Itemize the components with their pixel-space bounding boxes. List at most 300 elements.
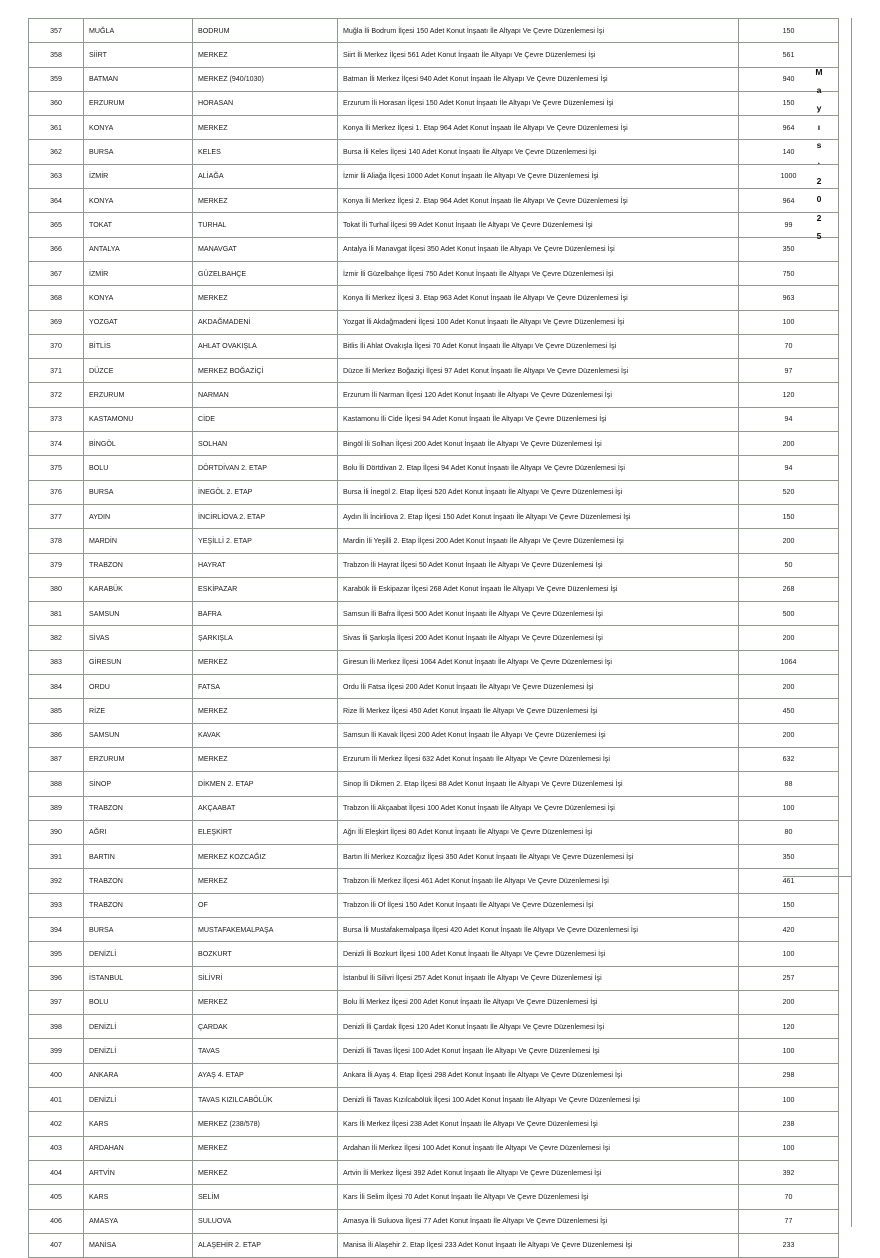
row-number: 400 (29, 1063, 84, 1087)
table-row (29, 359, 839, 383)
table-body (29, 19, 839, 1258)
table-row (29, 772, 839, 796)
project-description-cell: Batman İli Merkez İlçesi 940 Adet Konut İnşaatı İle Altyapı Ve Çevre Düzenlemesi İşi (338, 67, 739, 91)
housing-projects-table (28, 18, 839, 1258)
row-number: 389 (29, 796, 84, 820)
project-description-cell: Bitlis İli Ahlat Ovakışla İlçesi 70 Adet Konut İnşaatı İle Altyapı Ve Çevre Düzenlemesi İşi (338, 334, 739, 358)
project-description-cell: Ordu İli Fatsa İlçesi 200 Adet Konut İnşaatı İle Altyapı Ve Çevre Düzenlemesi İşi (338, 675, 739, 699)
row-number: 381 (29, 602, 84, 626)
table-row (29, 577, 839, 601)
province-cell: SİİRT (84, 43, 193, 67)
project-description-cell: Aydın İli İncirliova 2. Etap İlçesi 150 Adet Konut İnşaatı İle Altyapı Ve Çevre Düzenlemesi İşi (338, 504, 739, 528)
province-cell: BURSA (84, 480, 193, 504)
unit-count-cell: 200 (739, 990, 839, 1014)
province-cell: ORDU (84, 675, 193, 699)
row-number: 367 (29, 261, 84, 285)
table-row (29, 1039, 839, 1063)
district-cell: HAYRAT (193, 553, 338, 577)
district-cell: ESKİPAZAR (193, 577, 338, 601)
unit-count-cell: 150 (739, 91, 839, 115)
row-number: 377 (29, 504, 84, 528)
unit-count-cell: 750 (739, 261, 839, 285)
table-row (29, 1233, 839, 1257)
unit-count-cell: 350 (739, 845, 839, 869)
project-description-cell: Erzurum İli Narman İlçesi 120 Adet Konut İnşaatı İle Altyapı Ve Çevre Düzenlemesi İşi (338, 383, 739, 407)
table-row (29, 407, 839, 431)
unit-count-cell: 100 (739, 1088, 839, 1112)
project-description-cell: İzmir İli Aliağa İlçesi 1000 Adet Konut İnşaatı İle Altyapı Ve Çevre Düzenlemesi İşi (338, 164, 739, 188)
province-cell: AMASYA (84, 1209, 193, 1233)
district-cell: SİLİVRİ (193, 966, 338, 990)
district-cell: KELES (193, 140, 338, 164)
project-description-cell: İzmir İli Güzelbahçe İlçesi 750 Adet Konut İnşaatı İle Altyapı Ve Çevre Düzenlemesi İşi (338, 261, 739, 285)
unit-count-cell: 120 (739, 383, 839, 407)
district-cell: SOLHAN (193, 432, 338, 456)
table-row (29, 942, 839, 966)
province-cell: MANİSA (84, 1233, 193, 1257)
unit-count-cell: 461 (739, 869, 839, 893)
row-number: 390 (29, 820, 84, 844)
table-row (29, 747, 839, 771)
row-number: 393 (29, 893, 84, 917)
province-cell: DENİZLİ (84, 942, 193, 966)
row-number: 363 (29, 164, 84, 188)
project-description-cell: Erzurum İli Horasan İlçesi 150 Adet Konut İnşaatı İle Altyapı Ve Çevre Düzenlemesi İşi (338, 91, 739, 115)
province-cell: TRABZON (84, 869, 193, 893)
row-number: 368 (29, 286, 84, 310)
district-cell: TAVAS KIZILCABÖLÜK (193, 1088, 338, 1112)
province-cell: BATMAN (84, 67, 193, 91)
district-cell: SELİM (193, 1185, 338, 1209)
project-description-cell: Denizli İli Bozkurt İlçesi 100 Adet Konut İnşaatı İle Altyapı Ve Çevre Düzenlemesi İşi (338, 942, 739, 966)
row-number: 374 (29, 432, 84, 456)
row-number: 383 (29, 650, 84, 674)
table-row (29, 1063, 839, 1087)
province-cell: KASTAMONU (84, 407, 193, 431)
unit-count-cell: 94 (739, 407, 839, 431)
province-cell: ERZURUM (84, 383, 193, 407)
table-row (29, 1015, 839, 1039)
province-cell: DENİZLİ (84, 1039, 193, 1063)
district-cell: KAVAK (193, 723, 338, 747)
district-cell: MERKEZ (193, 1160, 338, 1184)
row-number: 405 (29, 1185, 84, 1209)
unit-count-cell: 150 (739, 504, 839, 528)
unit-count-cell: 94 (739, 456, 839, 480)
table-row (29, 310, 839, 334)
table-row (29, 91, 839, 115)
province-cell: BOLU (84, 990, 193, 1014)
unit-count-cell: 200 (739, 529, 839, 553)
province-cell: DENİZLİ (84, 1088, 193, 1112)
district-cell: İNCİRLİOVA 2. ETAP (193, 504, 338, 528)
district-cell: ŞARKIŞLA (193, 626, 338, 650)
unit-count-cell: 964 (739, 189, 839, 213)
table-row (29, 189, 839, 213)
province-cell: ERZURUM (84, 91, 193, 115)
project-description-cell: Ankara İli Ayaş 4. Etap İlçesi 298 Adet Konut İnşaatı İle Altyapı Ve Çevre Düzenlemesi İşi (338, 1063, 739, 1087)
unit-count-cell: 450 (739, 699, 839, 723)
province-cell: MUĞLA (84, 19, 193, 43)
table-row (29, 529, 839, 553)
project-description-cell: Bartın İli Merkez Kozcağız İlçesi 350 Adet Konut İnşaatı İle Altyapı Ve Çevre Düzenlemesi İşi (338, 845, 739, 869)
side-date-char: · (817, 157, 821, 168)
right-margin-horizontal-rule (783, 876, 852, 877)
province-cell: TOKAT (84, 213, 193, 237)
district-cell: MERKEZ (193, 990, 338, 1014)
province-cell: BİNGÖL (84, 432, 193, 456)
unit-count-cell: 100 (739, 1136, 839, 1160)
side-date-char: 5 (816, 230, 822, 241)
district-cell: NARMAN (193, 383, 338, 407)
table-row (29, 796, 839, 820)
row-number: 391 (29, 845, 84, 869)
project-description-cell: Artvin İli Merkez İlçesi 392 Adet Konut İnşaatı İle Altyapı Ve Çevre Düzenlemesi İşi (338, 1160, 739, 1184)
row-number: 369 (29, 310, 84, 334)
project-description-cell: Kars İli Selim İlçesi 70 Adet Konut İnşaatı İle Altyapı Ve Çevre Düzenlemesi İşi (338, 1185, 739, 1209)
district-cell: MERKEZ (193, 189, 338, 213)
table-row (29, 869, 839, 893)
side-date-char: 2 (816, 212, 822, 223)
district-cell: MERKEZ (238/578) (193, 1112, 338, 1136)
table-row (29, 675, 839, 699)
district-cell: MERKEZ (193, 699, 338, 723)
province-cell: ERZURUM (84, 747, 193, 771)
unit-count-cell: 100 (739, 796, 839, 820)
table-row (29, 966, 839, 990)
district-cell: MERKEZ (193, 43, 338, 67)
unit-count-cell: 100 (739, 1039, 839, 1063)
unit-count-cell: 97 (739, 359, 839, 383)
project-description-cell: Düzce İli Merkez Boğaziçi İlçesi 97 Adet Konut İnşaatı İle Altyapı Ve Çevre Düzenlemesi İşi (338, 359, 739, 383)
project-description-cell: Ardahan İli Merkez İlçesi 100 Adet Konut İnşaatı İle Altyapı Ve Çevre Düzenlemesi İşi (338, 1136, 739, 1160)
district-cell: MUSTAFAKEMALPAŞA (193, 917, 338, 941)
district-cell: MERKEZ BOĞAZİÇİ (193, 359, 338, 383)
unit-count-cell: 80 (739, 820, 839, 844)
district-cell: MERKEZ KOZCAĞIZ (193, 845, 338, 869)
district-cell: AHLAT OVAKIŞLA (193, 334, 338, 358)
district-cell: MERKEZ (193, 116, 338, 140)
project-description-cell: Mardin İli Yeşilli 2. Etap İlçesi 200 Adet Konut İnşaatı İle Altyapı Ve Çevre Düzenlemesi İşi (338, 529, 739, 553)
district-cell: MERKEZ (193, 1136, 338, 1160)
row-number: 406 (29, 1209, 84, 1233)
province-cell: TRABZON (84, 553, 193, 577)
right-margin-vertical-rule (851, 18, 852, 1227)
unit-count-cell: 420 (739, 917, 839, 941)
project-description-cell: Kastamonu İli Cide İlçesi 94 Adet Konut İnşaatı İle Altyapı Ve Çevre Düzenlemesi İşi (338, 407, 739, 431)
unit-count-cell: 100 (739, 942, 839, 966)
project-description-cell: Bursa İli Keles İlçesi 140 Adet Konut İnşaatı İle Altyapı Ve Çevre Düzenlemesi İşi (338, 140, 739, 164)
district-cell: AKDAĞMADENİ (193, 310, 338, 334)
province-cell: SİVAS (84, 626, 193, 650)
project-description-cell: Samsun İli Bafra İlçesi 500 Adet Konut İnşaatı İle Altyapı Ve Çevre Düzenlemesi İşi (338, 602, 739, 626)
unit-count-cell: 88 (739, 772, 839, 796)
table-row (29, 1160, 839, 1184)
row-number: 365 (29, 213, 84, 237)
province-cell: TRABZON (84, 796, 193, 820)
table-row (29, 383, 839, 407)
district-cell: SULUOVA (193, 1209, 338, 1233)
district-cell: OF (193, 893, 338, 917)
project-description-cell: İstanbul İli Silivri İlçesi 257 Adet Konut İnşaatı İle Altyapı Ve Çevre Düzenlemesi İşi (338, 966, 739, 990)
district-cell: BAFRA (193, 602, 338, 626)
side-date-char: s (816, 139, 822, 150)
table-row (29, 626, 839, 650)
project-description-cell: Sivas İli Şarkışla İlçesi 200 Adet Konut İnşaatı İle Altyapı Ve Çevre Düzenlemesi İşi (338, 626, 739, 650)
row-number: 382 (29, 626, 84, 650)
project-description-cell: Yozgat İli Akdağmadeni İlçesi 100 Adet Konut İnşaatı İle Altyapı Ve Çevre Düzenlemesi İşi (338, 310, 739, 334)
project-description-cell: Manisa İli Alaşehir 2. Etap İlçesi 233 Adet Konut İnşaatı İle Altyapı Ve Çevre Düzenlemesi İşi (338, 1233, 739, 1257)
unit-count-cell: 268 (739, 577, 839, 601)
project-description-cell: Trabzon İli Akçaabat İlçesi 100 Adet Konut İnşaatı İle Altyapı Ve Çevre Düzenlemesi İşi (338, 796, 739, 820)
province-cell: DENİZLİ (84, 1015, 193, 1039)
table-row (29, 67, 839, 91)
province-cell: İZMİR (84, 164, 193, 188)
row-number: 397 (29, 990, 84, 1014)
unit-count-cell: 150 (739, 893, 839, 917)
district-cell: AKÇAABAT (193, 796, 338, 820)
province-cell: DÜZCE (84, 359, 193, 383)
table-row (29, 432, 839, 456)
table-row (29, 213, 839, 237)
row-number: 372 (29, 383, 84, 407)
side-date-char: M (815, 67, 823, 77)
project-description-cell: Antalya İli Manavgat İlçesi 350 Adet Konut İnşaatı İle Altyapı Ve Çevre Düzenlemesi İşi (338, 237, 739, 261)
unit-count-cell: 100 (739, 310, 839, 334)
table-row (29, 1209, 839, 1233)
district-cell: MERKEZ (193, 286, 338, 310)
row-number: 407 (29, 1233, 84, 1257)
district-cell: MANAVGAT (193, 237, 338, 261)
row-number: 388 (29, 772, 84, 796)
row-number: 387 (29, 747, 84, 771)
table-row (29, 990, 839, 1014)
project-description-cell: Sinop İli Dikmen 2. Etap İlçesi 88 Adet Konut İnşaatı İle Altyapı Ve Çevre Düzenlemesi İşi (338, 772, 739, 796)
unit-count-cell: 200 (739, 675, 839, 699)
province-cell: BOLU (84, 456, 193, 480)
table-row (29, 1136, 839, 1160)
table-row (29, 140, 839, 164)
district-cell: MERKEZ (193, 747, 338, 771)
district-cell: MERKEZ (940/1030) (193, 67, 338, 91)
row-number: 402 (29, 1112, 84, 1136)
district-cell: HORASAN (193, 91, 338, 115)
unit-count-cell: 1000 (739, 164, 839, 188)
unit-count-cell: 964 (739, 116, 839, 140)
project-description-cell: Rize İli Merkez İlçesi 450 Adet Konut İnşaatı İle Altyapı Ve Çevre Düzenlemesi İşi (338, 699, 739, 723)
province-cell: KONYA (84, 286, 193, 310)
table-row (29, 480, 839, 504)
province-cell: AĞRI (84, 820, 193, 844)
project-description-cell: Giresun İli Merkez İlçesi 1064 Adet Konut İnşaatı İle Altyapı Ve Çevre Düzenlemesi İşi (338, 650, 739, 674)
unit-count-cell: 99 (739, 213, 839, 237)
province-cell: ARTVİN (84, 1160, 193, 1184)
district-cell: İNEGÖL 2. ETAP (193, 480, 338, 504)
district-cell: ÇARDAK (193, 1015, 338, 1039)
row-number: 392 (29, 869, 84, 893)
district-cell: GÜZELBAHÇE (193, 261, 338, 285)
table-row (29, 699, 839, 723)
project-description-cell: Bolu İli Merkez İlçesi 200 Adet Konut İnşaatı İle Altyapı Ve Çevre Düzenlemesi İşi (338, 990, 739, 1014)
project-description-cell: Trabzon İli Hayrat İlçesi 50 Adet Konut İnşaatı İle Altyapı Ve Çevre Düzenlemesi İşi (338, 553, 739, 577)
project-description-cell: Karabük İli Eskipazar İlçesi 268 Adet Konut İnşaatı İle Altyapı Ve Çevre Düzenlemesi İşi (338, 577, 739, 601)
district-cell: AYAŞ 4. ETAP (193, 1063, 338, 1087)
unit-count-cell: 233 (739, 1233, 839, 1257)
table-row (29, 553, 839, 577)
district-cell: ALAŞEHİR 2. ETAP (193, 1233, 338, 1257)
unit-count-cell: 200 (739, 432, 839, 456)
district-cell: BODRUM (193, 19, 338, 43)
unit-count-cell: 200 (739, 723, 839, 747)
province-cell: ARDAHAN (84, 1136, 193, 1160)
side-date-char: 2 (816, 176, 822, 187)
row-number: 401 (29, 1088, 84, 1112)
row-number: 373 (29, 407, 84, 431)
district-cell: ALİAĞA (193, 164, 338, 188)
unit-count-cell: 298 (739, 1063, 839, 1087)
province-cell: AYDIN (84, 504, 193, 528)
district-cell: FATSA (193, 675, 338, 699)
province-cell: KARABÜK (84, 577, 193, 601)
project-description-cell: Samsun İli Kavak İlçesi 200 Adet Konut İnşaatı İle Altyapı Ve Çevre Düzenlemesi İşi (338, 723, 739, 747)
unit-count-cell: 50 (739, 553, 839, 577)
project-description-cell: Erzurum İli Merkez İlçesi 632 Adet Konut İnşaatı İle Altyapı Ve Çevre Düzenlemesi İşi (338, 747, 739, 771)
unit-count-cell: 520 (739, 480, 839, 504)
district-cell: TURHAL (193, 213, 338, 237)
table-row (29, 116, 839, 140)
province-cell: BURSA (84, 140, 193, 164)
table-row (29, 237, 839, 261)
table-row (29, 286, 839, 310)
unit-count-cell: 150 (739, 19, 839, 43)
project-description-cell: Konya İli Merkez İlçesi 1. Etap 964 Adet Konut İnşaatı İle Altyapı Ve Çevre Düzenlemesi İşi (338, 116, 739, 140)
row-number: 376 (29, 480, 84, 504)
row-number: 358 (29, 43, 84, 67)
project-description-cell: Bolu İli Dörtdivan 2. Etap İlçesi 94 Adet Konut İnşaatı İle Altyapı Ve Çevre Düzenlemesi İşi (338, 456, 739, 480)
table-row (29, 334, 839, 358)
table-row (29, 845, 839, 869)
district-cell: YEŞİLLİ 2. ETAP (193, 529, 338, 553)
project-description-cell: Denizli İli Tavas Kızılcabölük İlçesi 100 Adet Konut İnşaatı İle Altyapı Ve Çevre Düzenlemesi İşi (338, 1088, 739, 1112)
district-cell: MERKEZ (193, 650, 338, 674)
unit-count-cell: 1064 (739, 650, 839, 674)
row-number: 386 (29, 723, 84, 747)
district-cell: BOZKURT (193, 942, 338, 966)
project-description-cell: Bingöl İli Solhan İlçesi 200 Adet Konut İnşaatı İle Altyapı Ve Çevre Düzenlemesi İşi (338, 432, 739, 456)
province-cell: İSTANBUL (84, 966, 193, 990)
table-row (29, 650, 839, 674)
unit-count-cell: 632 (739, 747, 839, 771)
unit-count-cell: 140 (739, 140, 839, 164)
project-description-cell: Amasya İli Suluova İlçesi 77 Adet Konut İnşaatı İle Altyapı Ve Çevre Düzenlemesi İşi (338, 1209, 739, 1233)
project-description-cell: Tokat İli Turhal İlçesi 99 Adet Konut İnşaatı İle Altyapı Ve Çevre Düzenlemesi İşi (338, 213, 739, 237)
side-date-char: y (816, 103, 822, 114)
district-cell: TAVAS (193, 1039, 338, 1063)
table-row (29, 456, 839, 480)
table-row (29, 917, 839, 941)
housing-projects-table-container (28, 18, 797, 1258)
province-cell: KARS (84, 1112, 193, 1136)
province-cell: TRABZON (84, 893, 193, 917)
row-number: 357 (29, 19, 84, 43)
side-date-char: a (816, 85, 822, 96)
project-description-cell: Denizli İli Tavas İlçesi 100 Adet Konut İnşaatı İle Altyapı Ve Çevre Düzenlemesi İşi (338, 1039, 739, 1063)
table-row (29, 820, 839, 844)
project-description-cell: Ağrı İli Eleşkirt İlçesi 80 Adet Konut İnşaatı İle Altyapı Ve Çevre Düzenlemesi İşi (338, 820, 739, 844)
project-description-cell: Siirt İli Merkez İlçesi 561 Adet Konut İnşaatı İle Altyapı Ve Çevre Düzenlemesi İşi (338, 43, 739, 67)
province-cell: BURSA (84, 917, 193, 941)
district-cell: CİDE (193, 407, 338, 431)
province-cell: KARS (84, 1185, 193, 1209)
province-cell: SAMSUN (84, 602, 193, 626)
project-description-cell: Muğla İli Bodrum İlçesi 150 Adet Konut İnşaatı İle Altyapı Ve Çevre Düzenlemesi İşi (338, 19, 739, 43)
row-number: 370 (29, 334, 84, 358)
table-row (29, 1112, 839, 1136)
project-description-cell: Bursa İli Mustafakemalpaşa İlçesi 420 Adet Konut İnşaatı İle Altyapı Ve Çevre Düzenlemesi İşi (338, 917, 739, 941)
row-number: 396 (29, 966, 84, 990)
unit-count-cell: 561 (739, 43, 839, 67)
row-number: 359 (29, 67, 84, 91)
row-number: 384 (29, 675, 84, 699)
project-description-cell: Kars İli Merkez İlçesi 238 Adet Konut İnşaatı İle Altyapı Ve Çevre Düzenlemesi İşi (338, 1112, 739, 1136)
row-number: 398 (29, 1015, 84, 1039)
province-cell: İZMİR (84, 261, 193, 285)
province-cell: RİZE (84, 699, 193, 723)
district-cell: DİKMEN 2. ETAP (193, 772, 338, 796)
project-description-cell: Konya İli Merkez İlçesi 3. Etap 963 Adet Konut İnşaatı İle Altyapı Ve Çevre Düzenlemesi İşi (338, 286, 739, 310)
table-row (29, 43, 839, 67)
row-number: 380 (29, 577, 84, 601)
unit-count-cell: 392 (739, 1160, 839, 1184)
project-description-cell: Konya İli Merkez İlçesi 2. Etap 964 Adet Konut İnşaatı İle Altyapı Ve Çevre Düzenlemesi İşi (338, 189, 739, 213)
row-number: 395 (29, 942, 84, 966)
unit-count-cell: 70 (739, 334, 839, 358)
unit-count-cell: 70 (739, 1185, 839, 1209)
row-number: 375 (29, 456, 84, 480)
project-description-cell: Bursa İli İnegöl 2. Etap İlçesi 520 Adet Konut İnşaatı İle Altyapı Ve Çevre Düzenlemesi İşi (338, 480, 739, 504)
province-cell: KONYA (84, 189, 193, 213)
row-number: 364 (29, 189, 84, 213)
table-row (29, 19, 839, 43)
table-row (29, 1185, 839, 1209)
table-row (29, 893, 839, 917)
row-number: 371 (29, 359, 84, 383)
province-cell: ANTALYA (84, 237, 193, 261)
side-date-char: ı (817, 121, 821, 132)
row-number: 399 (29, 1039, 84, 1063)
district-cell: ELEŞKİRT (193, 820, 338, 844)
unit-count-cell: 77 (739, 1209, 839, 1233)
row-number: 360 (29, 91, 84, 115)
row-number: 404 (29, 1160, 84, 1184)
province-cell: YOZGAT (84, 310, 193, 334)
row-number: 366 (29, 237, 84, 261)
province-cell: ANKARA (84, 1063, 193, 1087)
row-number: 403 (29, 1136, 84, 1160)
table-row (29, 602, 839, 626)
row-number: 394 (29, 917, 84, 941)
row-number: 385 (29, 699, 84, 723)
row-number: 362 (29, 140, 84, 164)
district-cell: MERKEZ (193, 869, 338, 893)
unit-count-cell: 200 (739, 626, 839, 650)
province-cell: MARDİN (84, 529, 193, 553)
table-row (29, 723, 839, 747)
side-date-char: 0 (816, 194, 822, 205)
unit-count-cell: 350 (739, 237, 839, 261)
row-number: 379 (29, 553, 84, 577)
project-description-cell: Denizli İli Çardak İlçesi 120 Adet Konut İnşaatı İle Altyapı Ve Çevre Düzenlemesi İşi (338, 1015, 739, 1039)
